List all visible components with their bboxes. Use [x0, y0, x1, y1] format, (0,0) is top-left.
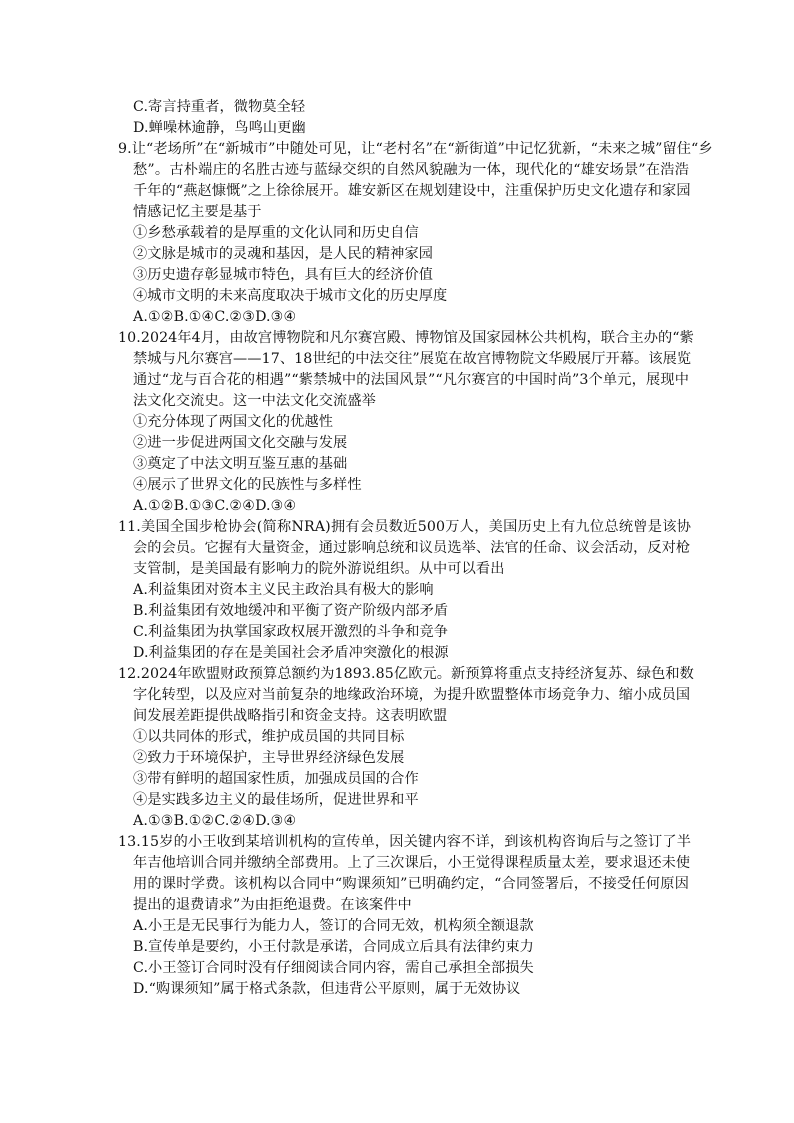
- q9-statement-1: ①乡愁承载着的是厚重的文化认同和历史自信: [133, 225, 419, 241]
- q8-option-c: C.寄言持重者，微物莫全轻: [133, 99, 306, 115]
- q10-stem-line-3: 通过“龙与百合花的相遇”“紫禁城中的法国风景”“凡尔赛宫的中国时尚”3个单元，展现中: [133, 372, 689, 388]
- q12-stem-line-2: 字化转型，以及应对当前复杂的地缘政治环境，为提升欧盟整体市场竞争力、缩小成员国: [133, 687, 691, 703]
- q10-stem-line-1: 10.2024年4月，由故宫博物院和凡尔赛宫殿、博物馆及国家园林公共机构，联合主办的“紫: [118, 330, 694, 346]
- q11-option-d: D.利益集团的存在是美国社会矛盾冲突激化的根源: [133, 645, 449, 661]
- q13-option-b: B.宣传单是要约，小王付款是承诺，合同成立后具有法律约束力: [133, 939, 534, 955]
- q11-option-b: B.利益集团有效地缓冲和平衡了资产阶级内部矛盾: [133, 603, 449, 619]
- q10-statement-1: ①充分体现了两国文化的优越性: [133, 414, 334, 430]
- q12-statement-2: ②致力于环境保护，主导世界经济绿色发展: [133, 750, 405, 766]
- q13-option-a: A.小王是无民事行为能力人，签订的合同无效，机构须全额退款: [133, 918, 534, 934]
- q13-stem-line-2: 年吉他培训合同并缴纳全部费用。上了三次课后，小王觉得课程质量太差，要求退还未使: [133, 855, 691, 871]
- q11-option-a: A.利益集团对资本主义民主政治具有极大的影响: [133, 582, 434, 598]
- q12-stem-line-1: 12.2024年欧盟财政预算总额约为1893.85亿欧元。新预算将重点支持经济复苏、绿色和数: [118, 666, 694, 682]
- q13-option-c: C.小王签订合同时没有仔细阅读合同内容，需自己承担全部损失: [133, 960, 534, 976]
- q12-answer-options: A.①③B.①②C.②④D.③④: [133, 813, 297, 829]
- q9-stem-line-3: 千年的“燕赵慷慨”之上徐徐展开。雄安新区在规划建设中，注重保护历史文化遗存和家园: [133, 183, 691, 199]
- q9-stem-line-4: 情感记忆主要是基于: [133, 204, 262, 220]
- q11-stem-line-1: 11.美国全国步枪协会(简称NRA)拥有会员数近500万人，美国历史上有九位总统曾是该协: [118, 519, 691, 535]
- q9-stem-line-1: 9.让“老场所”在“新城市”中随处可见，让“老村名”在“新街道”中记忆犹新，“未来之城”留住“乡: [118, 141, 713, 157]
- q9-answer-options: A.①②B.①④C.②③D.③④: [133, 309, 297, 325]
- q13-stem-line-3: 用的课时学费。该机构以合同中“购课须知”已明确约定，“合同签署后，不接受任何原因: [133, 876, 689, 892]
- q8-option-d: D.蝉噪林逾静，鸟鸣山更幽: [133, 120, 306, 136]
- q12-statement-3: ③带有鲜明的超国家性质，加强成员国的合作: [133, 771, 419, 787]
- q10-stem-line-2: 禁城与凡尔赛宫——17、18世纪的中法交往”展览在故宫博物院文华殿展厅开幕。该展览: [133, 351, 692, 367]
- q12-statement-1: ①以共同体的形式，维护成员国的共同目标: [133, 729, 405, 745]
- q12-statement-4: ④是实践多边主义的最佳场所，促进世界和平: [133, 792, 419, 808]
- q13-stem-line-1: 13.15岁的小王收到某培训机构的宣传单，因关键内容不详，到该机构咨询后与之签订了半: [118, 834, 691, 850]
- q10-statement-2: ②进一步促进两国文化交融与发展: [133, 435, 348, 451]
- q10-stem-line-4: 法文化交流史。这一中法文化交流盛举: [133, 393, 376, 409]
- q9-statement-3: ③历史遗存彰显城市特色，具有巨大的经济价值: [133, 267, 434, 283]
- q13-stem-line-4: 提出的退费请求”为由拒绝退费。在该案件中: [133, 897, 412, 913]
- q13-option-d: D.“购课须知”属于格式条款，但违背公平原则，属于无效协议: [133, 981, 521, 997]
- q10-statement-4: ④展示了世界文化的民族性与多样性: [133, 477, 362, 493]
- q9-statement-4: ④城市文明的未来高度取决于城市文化的历史厚度: [133, 288, 448, 304]
- q10-answer-options: A.①②B.①③C.②④D.③④: [133, 498, 297, 514]
- q10-statement-3: ③奠定了中法文明互鉴互惠的基础: [133, 456, 348, 472]
- q9-stem-line-2: 愁”。古朴端庄的名胜古迹与蓝绿交织的自然风貌融为一体，现代化的“雄安场景”在浩浩: [133, 162, 689, 178]
- q11-stem-line-3: 支管制，是美国最有影响力的院外游说组织。从中可以看出: [133, 561, 505, 577]
- q11-option-c: C.利益集团为执掌国家政权展开激烈的斗争和竞争: [133, 624, 449, 640]
- q12-stem-line-3: 间发展差距提供战略指引和资金支持。这表明欧盟: [133, 708, 448, 724]
- q11-stem-line-2: 会的会员。它握有大量资金，通过影响总统和议员选举、法官的任命、议会活动，反对枪: [133, 540, 691, 556]
- q9-statement-2: ②文脉是城市的灵魂和基因，是人民的精神家园: [133, 246, 434, 262]
